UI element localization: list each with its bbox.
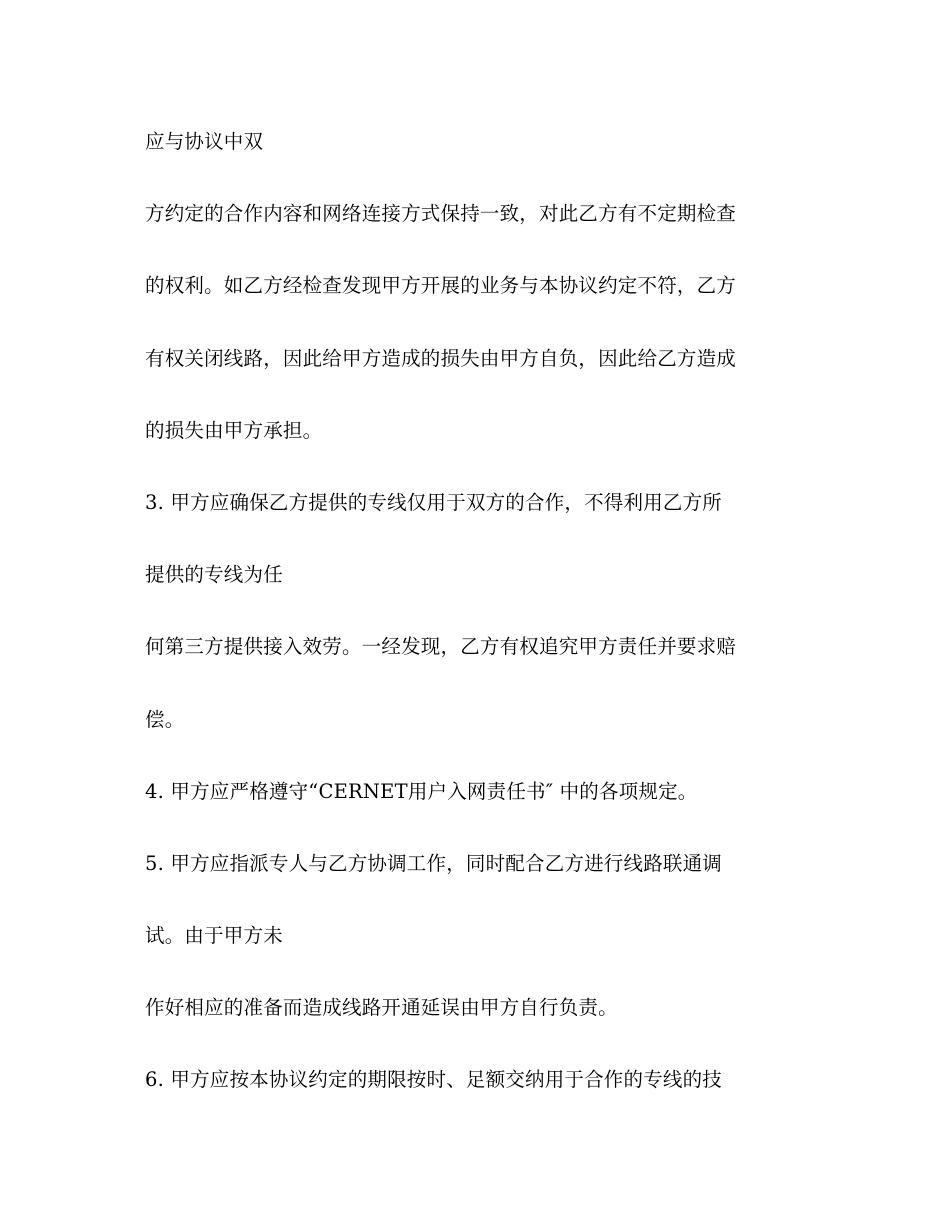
text-line: 方约定的合作内容和网络连接方式保持一致，对此乙方有不定期检查 [145, 202, 737, 226]
text-line: 作好相应的准备而造成线路开通延误由甲方自行负责。 [145, 996, 618, 1020]
text-line: 提供的专线为任 [145, 563, 283, 587]
text-line: 试。由于甲方未 [145, 924, 283, 948]
text-line: 4. 甲方应严格遵守“CERNET用户入网责任书″ 中的各项规定。 [145, 779, 698, 803]
text-line: 应与协议中双 [145, 130, 264, 153]
text-line: 何第三方提供接入效劳。一经发现，乙方有权追究甲方责任并要求赔 [145, 635, 737, 659]
text-line: 的损失由甲方承担。 [145, 418, 323, 442]
text-line: 的权利。如乙方经检查发现甲方开展的业务与本协议约定不符，乙方 [145, 274, 737, 298]
text-line: 有权关闭线路，因此给甲方造成的损失由甲方自负，因此给乙方造成 [145, 346, 737, 370]
text-line: 6. 甲方应按本协议约定的期限按时、足额交纳用于合作的专线的技 [145, 1068, 723, 1092]
text-line: 偿。 [145, 707, 185, 731]
document-body [145, 124, 805, 1135]
text-line: 3. 甲方应确保乙方提供的专线仅用于双方的合作，不得利用乙方所 [145, 490, 723, 514]
text-line: 5. 甲方应指派专人与乙方协调工作，同时配合乙方进行线路联通调 [145, 851, 723, 875]
